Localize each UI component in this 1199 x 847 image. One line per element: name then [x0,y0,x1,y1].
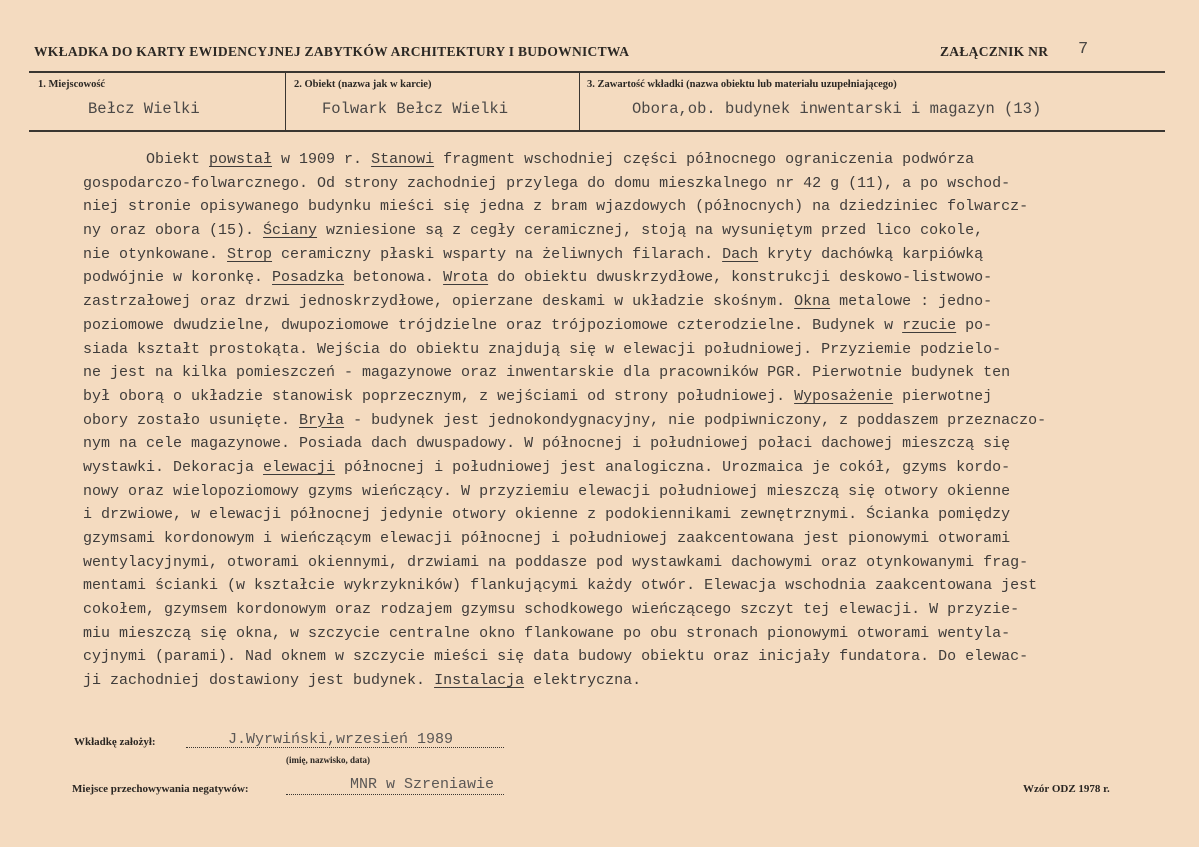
description-segment: był oborą o układzie stanowisk poprzecznym, z wejściami od strony południowej. [83,387,795,405]
description-line [83,290,1168,314]
description-segment: ji zachodniej dostawiony jest budynek. [83,672,435,690]
negatives-location-value: MNR w Szreniawie [350,776,495,793]
description-line [83,551,1168,575]
underlined-keyword: Stanowi [371,151,435,168]
description-segment: miu mieszczą się okna, w szczycie centralne okno flankowane po obu stronach pionowymi otworami wentyla- [83,624,1011,642]
description-line [83,266,1168,290]
description-line [83,243,1168,267]
compiled-by-hint: (imię, nazwisko, data) [286,755,370,765]
underlined-keyword: Ściany [263,222,318,240]
insert-content-value: Obora,ob. budynek inwentarski i magazyn (13) [632,100,1042,118]
description-line [83,361,1168,385]
compiled-by-label: Wkładkę założył: [74,736,156,748]
underlined-keyword: powstał [209,151,273,168]
description-segment: wentylacyjnymi, otworami okiennymi, drzwiami na poddasze pod wystawkami dachowymi oraz otynkowanymi frag- [83,553,1029,571]
insert-content-label: 3. Zawartość wkładki (nazwa obiektu lub materiału uzupełniającego) [587,79,897,90]
attachment-number: 7 [1078,40,1089,59]
description-line [83,598,1168,622]
fields-divider [29,130,1165,132]
locality-label: 1. Miejscowość [38,79,106,90]
description-line [83,385,1168,409]
description-segment: wzniesione są z cegły ceramicznej, stoją na wysuniętym przed lico cokole, [317,222,984,240]
description-segment: pierwotnej [893,387,993,405]
description-line [83,645,1168,669]
underlined-keyword: Strop [227,245,273,263]
description-line [83,574,1168,598]
underlined-keyword: elewacji [263,458,336,476]
description-line [83,172,1168,196]
description-segment: podwójnie w koronkę. [83,269,273,287]
description-segment: i drzwiowe, w elewacji północnej jedynie otwory okienne z podokiennikami zewnętrznymi. Ścianka pomiędzy [83,506,1011,524]
description-segment: gzymsami kordonowym i wieńczącym elewacji północnej i południowej zaakcentowana jest pionowymi otworami [83,530,1011,547]
form-version: Wzór ODZ 1978 r. [1023,783,1110,795]
underlined-keyword: Dach [722,245,759,263]
description-line [83,432,1168,456]
description-segment: niej stronie opisywanego budynku mieści się jedna z bram wjazdowych (północnych) na dziedziniec folwarcz- [83,198,1029,216]
field-separator [285,73,286,130]
description-text [83,148,1168,693]
description-line [83,456,1168,480]
description-line [83,527,1168,551]
description-segment: gospodarczo-folwarcznego. Od strony zachodniej przylega do domu mieszkalnego nr 42 g (11), a po wschod- [83,174,1011,192]
description-segment: poziomowe dwudzielne, dwupoziomowe trójdzielne oraz trójpoziomowe czterodzielne. Budynek w [83,316,903,334]
object-value: Folwark Bełcz Wielki [322,100,509,118]
description-segment: fragment wschodniej części północnego ograniczenia podwórza [434,151,975,168]
locality-value: Bełcz Wielki [88,100,200,118]
form-title: WKŁADKA DO KARTY EWIDENCYJNEJ ZABYTKÓW ARCHITEKTURY I BUDOWNICTWA [34,44,630,59]
description-segment: kryty dachówką karpiówką [758,245,984,263]
underlined-keyword: Instalacja [434,672,525,690]
description-segment: po- [956,316,993,334]
description-segment: zastrzałowej oraz drzwi jednoskrzydłowe, opierzane deskami w układzie skośnym. [83,293,795,311]
header-divider [29,71,1165,73]
description-segment: północnej i południowej jest analogiczna. Urozmaica je cokół, gzyms kordo- [335,458,1011,476]
description-segment: siada kształt prostokąta. Wejścia do obiektu znajdują się w elewacji południowej. Przyziemie podzielo- [83,340,1002,358]
description-segment: ny oraz obora (15). [83,222,264,240]
description-segment: ne jest na kilka pomieszczeń - magazynowe oraz inwentarskie dla pracowników PGR. Pierwotnie budynek ten [83,364,1011,382]
description-segment: betonowa. [344,269,444,287]
underlined-keyword: Posadzka [272,269,345,287]
description-segment: Obiekt [146,151,210,168]
underlined-keyword: rzucie [902,316,957,334]
description-segment: ceramiczny płaski wsparty na żeliwnych filarach. [272,245,723,263]
description-line [83,195,1168,219]
field-separator [579,73,580,130]
description-segment: - budynek jest jednokondygnacyjny, nie podpiwniczony, z poddaszem przeznaczo- [344,411,1047,429]
card-header [34,38,1164,68]
description-segment: obory zostało usunięte. [83,411,300,429]
description-line [83,622,1168,646]
underlined-keyword: Wrota [443,269,489,287]
description-line [83,669,1168,693]
underlined-keyword: Wyposażenie [794,387,894,405]
description-segment: metalowe : jedno- [830,293,993,311]
description-segment: cyjnymi (parami). Nad oknem w szczycie mieści się data budowy obiektu oraz inicjały fundatora. Do elewac- [83,648,1029,666]
description-segment: w 1909 r. [272,151,372,168]
dotted-line [286,793,504,795]
description-segment: cokołem, gzymsem kordonowym oraz rodzajem gzymsu schodkowego wieńczącego szczyt tej elewacji. W przyzie- [83,601,1020,619]
attachment-label: ZAŁĄCZNIK NR [940,44,1049,59]
compiled-by-value: J.Wyrwiński,wrzesień 1989 [228,731,454,748]
description-line [83,503,1168,527]
description-segment: elektryczna. [524,672,642,690]
object-label: 2. Obiekt (nazwa jak w karcie) [294,79,432,90]
description-segment: nym na cele magazynowe. Posiada dach dwuspadowy. W północnej i południowej połaci dachowej mieszczą się [83,435,1011,453]
description-line [146,148,1168,172]
description-line [83,409,1168,433]
underlined-keyword: Okna [794,293,831,311]
description-line [83,219,1168,243]
negatives-location-label: Miejsce przechowywania negatywów: [72,783,249,795]
description-line [83,480,1168,504]
description-segment: mentami ścianki (w kształcie wykrzykników) flankującymi każdy otwór. Elewacja wschodnia zaakcentowana jest [83,577,1038,595]
description-segment: nowy oraz wielopoziomowy gzyms wieńczący. W przyziemiu elewacji południowej mieszczą się otwory okienne [83,482,1011,500]
description-segment: nie otynkowane. [83,245,228,263]
underlined-keyword: Bryła [299,411,345,429]
description-line [83,314,1168,338]
description-segment: do obiektu dwuskrzydłowe, konstrukcji deskowo-listwowo- [488,269,993,287]
description-segment: wystawki. Dekoracja [83,458,264,476]
description-line [83,338,1168,362]
